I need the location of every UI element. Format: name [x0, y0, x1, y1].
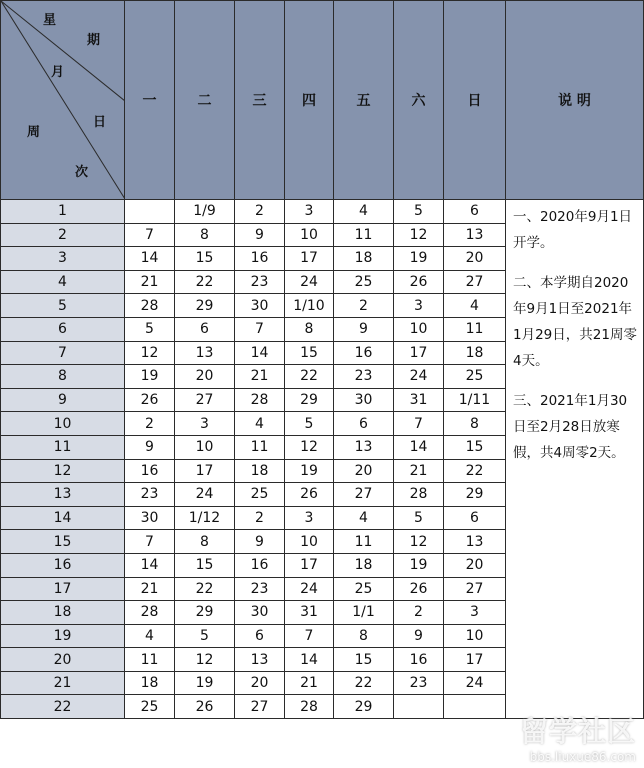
watermark-logo: 留学社区: [519, 715, 636, 748]
week-number-cell: 8: [1, 365, 125, 389]
date-cell: 18: [334, 553, 394, 577]
date-cell: 1/1: [334, 601, 394, 625]
note-paragraph: 二、本学期自2020年9月1日至2021年1月29日，共21周零4天。: [513, 275, 637, 369]
date-cell: 15: [444, 435, 506, 459]
date-cell: 14: [394, 435, 444, 459]
date-cell: 16: [394, 648, 444, 672]
label-ri: 日: [93, 115, 107, 130]
label-zhou: 周: [27, 125, 41, 140]
date-cell: 20: [175, 365, 235, 389]
date-cell: 19: [125, 365, 175, 389]
date-cell: 14: [285, 648, 334, 672]
date-cell: 1/9: [175, 200, 235, 224]
date-cell: 6: [235, 624, 285, 648]
date-cell: 9: [235, 223, 285, 247]
week-number-cell: 6: [1, 317, 125, 341]
date-cell: 7: [125, 223, 175, 247]
date-cell: 3: [394, 294, 444, 318]
date-cell: 19: [285, 459, 334, 483]
date-cell: 15: [285, 341, 334, 365]
corner-diagonal-header: [1, 1, 125, 200]
week-number-cell: 1: [1, 200, 125, 224]
label-ci: 次: [75, 165, 89, 180]
notes-cell: [506, 200, 644, 719]
date-cell: 5: [125, 317, 175, 341]
header-notes: 说 明: [506, 1, 644, 200]
date-cell: 22: [334, 671, 394, 695]
date-cell: 17: [285, 553, 334, 577]
date-cell: 23: [334, 365, 394, 389]
date-cell: 24: [175, 483, 235, 507]
date-cell: 7: [235, 317, 285, 341]
date-cell: 28: [125, 294, 175, 318]
date-cell: 7: [394, 412, 444, 436]
date-cell: 20: [235, 671, 285, 695]
date-cell: 4: [444, 294, 506, 318]
date-cell: 20: [334, 459, 394, 483]
date-cell: 16: [235, 247, 285, 271]
week-number-cell: 13: [1, 483, 125, 507]
date-cell: 23: [125, 483, 175, 507]
week-number-cell: 12: [1, 459, 125, 483]
date-cell: 2: [235, 506, 285, 530]
date-cell: 28: [394, 483, 444, 507]
header-day-mon: 一: [125, 1, 175, 200]
date-cell: 15: [334, 648, 394, 672]
date-cell: 12: [175, 648, 235, 672]
label-xingqi-1: 星: [43, 13, 57, 28]
diagonal-lines: [1, 1, 125, 199]
date-cell: 10: [444, 624, 506, 648]
date-cell: 18: [235, 459, 285, 483]
header-day-thu: 四: [285, 1, 334, 200]
date-cell: 10: [285, 530, 334, 554]
date-cell: 10: [285, 223, 334, 247]
date-cell: 14: [125, 553, 175, 577]
date-cell: 12: [394, 530, 444, 554]
date-cell: 21: [235, 365, 285, 389]
date-cell: 24: [285, 577, 334, 601]
date-cell: 29: [175, 601, 235, 625]
date-cell: 3: [285, 506, 334, 530]
date-cell: 23: [394, 671, 444, 695]
date-cell: 25: [334, 577, 394, 601]
date-cell: 2: [235, 200, 285, 224]
date-cell: 20: [444, 553, 506, 577]
date-cell: 8: [334, 624, 394, 648]
week-number-cell: 15: [1, 530, 125, 554]
week-number-cell: 5: [1, 294, 125, 318]
date-cell: 5: [394, 506, 444, 530]
date-cell: 3: [444, 601, 506, 625]
week-number-cell: 10: [1, 412, 125, 436]
date-cell: 16: [235, 553, 285, 577]
week-number-cell: 2: [1, 223, 125, 247]
date-cell: 1/11: [444, 388, 506, 412]
date-cell: 30: [334, 388, 394, 412]
date-cell: 5: [394, 200, 444, 224]
header-day-sat: 六: [394, 1, 444, 200]
week-number-cell: 11: [1, 435, 125, 459]
date-cell: 13: [444, 530, 506, 554]
date-cell: 6: [444, 200, 506, 224]
date-cell: 9: [334, 317, 394, 341]
date-cell: 18: [334, 247, 394, 271]
date-cell: [444, 695, 506, 719]
date-cell: 6: [175, 317, 235, 341]
watermark-url: bbs.liuxue86.com: [529, 750, 636, 764]
date-cell: 10: [394, 317, 444, 341]
header-day-fri: 五: [334, 1, 394, 200]
date-cell: 21: [125, 577, 175, 601]
week-number-cell: 3: [1, 247, 125, 271]
date-cell: 17: [175, 459, 235, 483]
date-cell: 3: [285, 200, 334, 224]
date-cell: 2: [125, 412, 175, 436]
date-cell: 13: [334, 435, 394, 459]
date-cell: 19: [175, 671, 235, 695]
date-cell: 31: [394, 388, 444, 412]
date-cell: 8: [444, 412, 506, 436]
date-cell: 5: [285, 412, 334, 436]
date-cell: 28: [285, 695, 334, 719]
date-cell: 16: [125, 459, 175, 483]
date-cell: 8: [175, 223, 235, 247]
week-number-cell: 18: [1, 601, 125, 625]
date-cell: 7: [285, 624, 334, 648]
date-cell: 22: [285, 365, 334, 389]
date-cell: 11: [444, 317, 506, 341]
date-cell: 15: [175, 247, 235, 271]
date-cell: 23: [235, 270, 285, 294]
date-cell: 3: [175, 412, 235, 436]
date-cell: 4: [334, 200, 394, 224]
date-cell: 24: [394, 365, 444, 389]
date-cell: 7: [125, 530, 175, 554]
date-cell: 11: [235, 435, 285, 459]
date-cell: 24: [444, 671, 506, 695]
week-number-cell: 9: [1, 388, 125, 412]
date-cell: 26: [394, 577, 444, 601]
date-cell: 12: [394, 223, 444, 247]
date-cell: 29: [334, 695, 394, 719]
date-cell: 4: [334, 506, 394, 530]
header-day-sun: 日: [444, 1, 506, 200]
week-number-cell: 20: [1, 648, 125, 672]
date-cell: 12: [125, 341, 175, 365]
table-row: [1, 200, 644, 224]
date-cell: 6: [444, 506, 506, 530]
date-cell: 2: [334, 294, 394, 318]
week-number-cell: 14: [1, 506, 125, 530]
date-cell: 21: [125, 270, 175, 294]
week-number-cell: 17: [1, 577, 125, 601]
date-cell: 15: [175, 553, 235, 577]
week-number-cell: 19: [1, 624, 125, 648]
week-number-cell: 7: [1, 341, 125, 365]
date-cell: 17: [394, 341, 444, 365]
date-cell: 27: [444, 577, 506, 601]
date-cell: 25: [444, 365, 506, 389]
date-cell: 26: [394, 270, 444, 294]
date-cell: 13: [175, 341, 235, 365]
calendar-body: [1, 200, 644, 719]
date-cell: 28: [235, 388, 285, 412]
date-cell: 26: [285, 483, 334, 507]
date-cell: 16: [334, 341, 394, 365]
date-cell: 31: [285, 601, 334, 625]
week-number-cell: 16: [1, 553, 125, 577]
date-cell: 23: [235, 577, 285, 601]
date-cell: 25: [125, 695, 175, 719]
date-cell: 4: [125, 624, 175, 648]
week-number-cell: 22: [1, 695, 125, 719]
week-number-cell: 21: [1, 671, 125, 695]
label-xingqi-2: 期: [87, 33, 101, 48]
date-cell: 22: [444, 459, 506, 483]
date-cell: [394, 695, 444, 719]
date-cell: 14: [125, 247, 175, 271]
date-cell: 13: [444, 223, 506, 247]
header-day-tue: 二: [175, 1, 235, 200]
date-cell: 11: [125, 648, 175, 672]
date-cell: 27: [235, 695, 285, 719]
date-cell: 17: [444, 648, 506, 672]
date-cell: 19: [394, 247, 444, 271]
header-row: [1, 1, 644, 200]
date-cell: 14: [235, 341, 285, 365]
date-cell: 22: [175, 577, 235, 601]
date-cell: 1/10: [285, 294, 334, 318]
date-cell: 21: [285, 671, 334, 695]
date-cell: 22: [175, 270, 235, 294]
note-paragraph: 一、2020年9月1日开学。: [513, 209, 633, 251]
date-cell: 9: [394, 624, 444, 648]
date-cell: 13: [235, 648, 285, 672]
date-cell: 28: [125, 601, 175, 625]
date-cell: 8: [285, 317, 334, 341]
date-cell: 25: [334, 270, 394, 294]
date-cell: 26: [175, 695, 235, 719]
date-cell: 17: [285, 247, 334, 271]
date-cell: 12: [285, 435, 334, 459]
date-cell: 27: [175, 388, 235, 412]
date-cell: 26: [125, 388, 175, 412]
date-cell: 30: [125, 506, 175, 530]
date-cell: 5: [175, 624, 235, 648]
date-cell: 10: [175, 435, 235, 459]
date-cell: 25: [235, 483, 285, 507]
date-cell: 11: [334, 530, 394, 554]
date-cell: 29: [444, 483, 506, 507]
date-cell: 30: [235, 294, 285, 318]
note-paragraph: 三、2021年1月30日至2月28日放寒假，共4周零2天。: [513, 393, 628, 461]
date-cell: 24: [285, 270, 334, 294]
date-cell: 20: [444, 247, 506, 271]
date-cell: 29: [175, 294, 235, 318]
date-cell: 27: [444, 270, 506, 294]
date-cell: 18: [444, 341, 506, 365]
date-cell: 27: [334, 483, 394, 507]
date-cell: [125, 200, 175, 224]
date-cell: 18: [125, 671, 175, 695]
date-cell: 19: [394, 553, 444, 577]
date-cell: 4: [235, 412, 285, 436]
date-cell: 29: [285, 388, 334, 412]
date-cell: 8: [175, 530, 235, 554]
date-cell: 9: [125, 435, 175, 459]
header-day-wed: 三: [235, 1, 285, 200]
date-cell: 2: [394, 601, 444, 625]
date-cell: 6: [334, 412, 394, 436]
date-cell: 21: [394, 459, 444, 483]
week-number-cell: 4: [1, 270, 125, 294]
date-cell: 1/12: [175, 506, 235, 530]
label-yue: 月: [51, 65, 65, 80]
date-cell: 9: [235, 530, 285, 554]
date-cell: 30: [235, 601, 285, 625]
date-cell: 11: [334, 223, 394, 247]
